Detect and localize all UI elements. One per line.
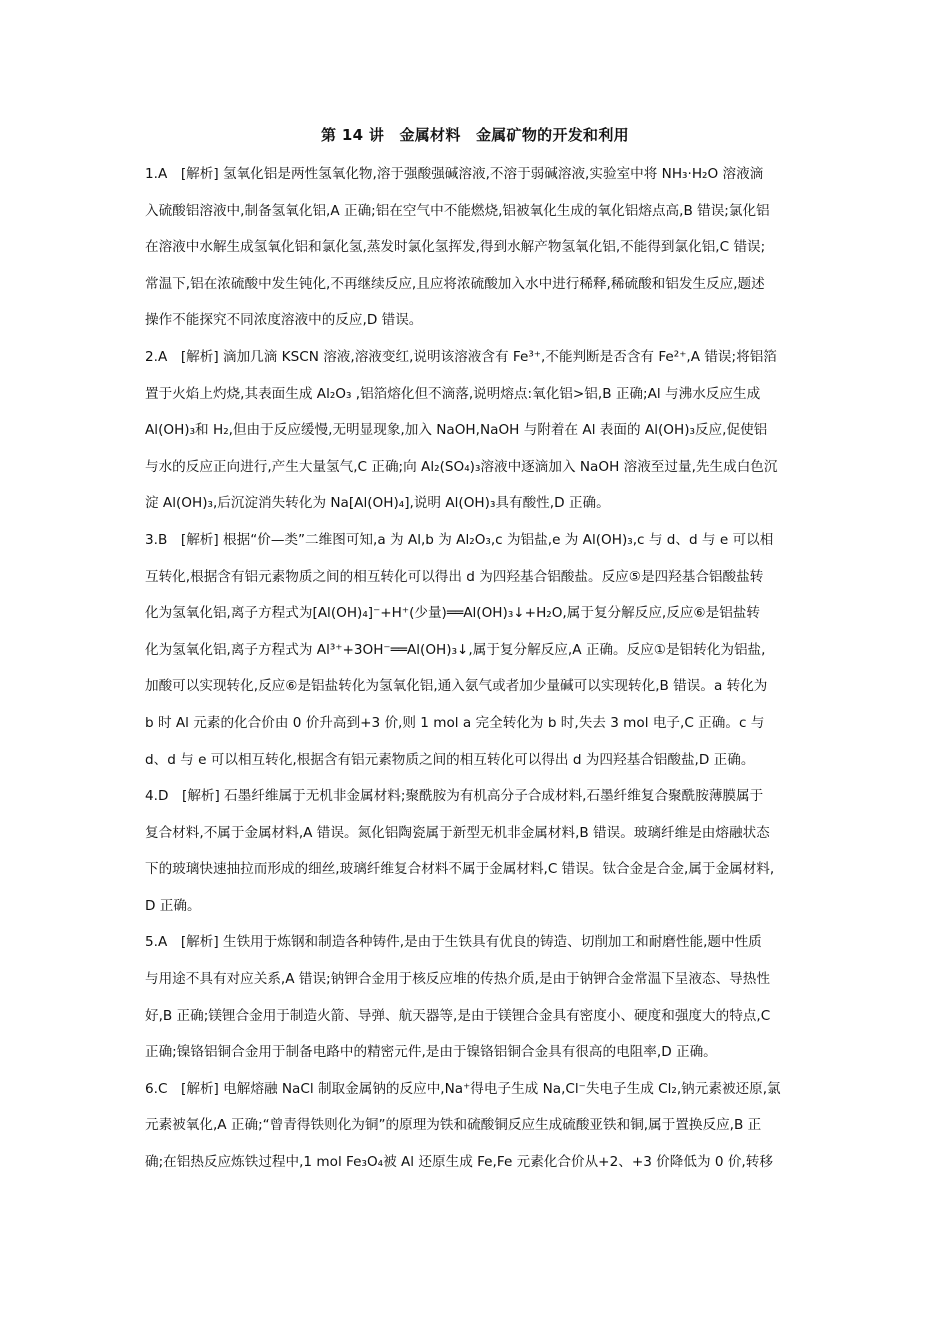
text-line: 6.C [解析] 电解熔融 NaCl 制取金属钠的反应中,Na⁺得电子生成 Na,Cl⁻失电子生成 Cl₂,钠元素被还原,氯 — [145, 1080, 781, 1097]
text-line: 操作不能探究不同浓度溶液中的反应,D 错误。 — [145, 312, 423, 329]
text-line: 与用途不具有对应关系,A 错误;钠钾合金用于核反应堆的传热介质,是由于钠钾合金常温下呈液态、导热性 — [145, 971, 770, 988]
text-line: D 正确。 — [145, 897, 201, 914]
text-line: 下的玻璃快速抽拉而形成的细丝,玻璃纤维复合材料不属于金属材料,C 错误。钛合金是合金,属于金属材料, — [145, 861, 775, 878]
text-line: 1.A [解析] 氢氧化铝是两性氢氧化物,溶于强酸强碱溶液,不溶于弱碱溶液,实验室中将 NH₃·H₂O 溶液滴 — [145, 166, 764, 182]
text-line: 置于火焰上灼烧,其表面生成 Al₂O₃ ,铝箔熔化但不滴落,说明熔点:氧化铝>铝,B 正确;Al 与沸水反应生成 — [145, 385, 761, 402]
answer-item-5 — [145, 928, 809, 1074]
text-line: 4.D [解析] 石墨纤维属于无机非金属材料;聚酰胺为有机高分子合成材料,石墨纤维复合聚酰胺薄膜属于 — [145, 788, 764, 805]
text-line: 5.A [解析] 生铁用于炼钢和制造各种铸件,是由于生铁具有优良的铸造、切削加工和耐磨性能,题中性质 — [145, 934, 762, 951]
text-line: 化为氢氧化铝,离子方程式为 Al³⁺+3OH⁻══Al(OH)₃↓,属于复分解反应,A 正确。反应①是铝转化为铝盐, — [145, 641, 766, 658]
text-line: 复合材料,不属于金属材料,A 错误。氮化铝陶瓷属于新型无机非金属材料,B 错误。玻璃纤维是由熔融状态 — [145, 824, 770, 841]
text-line: 2.A [解析] 滴加几滴 KSCN 溶液,溶液变红,说明该溶液含有 Fe³⁺,不能判断是否含有 Fe²⁺,A 错误;将铝箔 — [145, 348, 777, 365]
text-line: 入硫酸铝溶液中,制备氢氧化铝,A 正确;铝在空气中不能燃烧,铝被氧化生成的氧化铝熔点高,B 错误;氯化铝 — [145, 202, 770, 219]
text-line: 淀 Al(OH)₃,后沉淀消失转化为 Na[Al(OH)₄],说明 Al(OH)₃具有酸性,D 正确。 — [145, 495, 610, 512]
text-line: 确;在铝热反应炼铁过程中,1 mol Fe₃O₄被 Al 还原生成 Fe,Fe 元素化合价从+2、+3 价降低为 0 价,转移 — [145, 1154, 773, 1171]
text-line: b 时 Al 元素的化合价由 0 价升高到+3 价,则 1 mol a 完全转化为 b 时,失去 3 mol 电子,C 正确。c 与 — [145, 714, 765, 731]
answer-item-6 — [145, 1075, 809, 1185]
text-line: 互转化,根据含有铝元素物质之间的相互转化可以得出 d 为四羟基合铝酸盐。反应⑤是四羟基合铝酸盐转 — [145, 568, 764, 585]
text-line: 常温下,铝在浓硫酸中发生钝化,不再继续反应,且应将浓硫酸加入水中进行稀释,稀硫酸和铝发生反应,题述 — [145, 275, 765, 292]
answer-item-4 — [145, 782, 809, 928]
text-line: 与水的反应正向进行,产生大量氢气,C 正确;向 Al₂(SO₄)₃溶液中逐滴加入 NaOH 溶液至过量,先生成白色沉 — [145, 458, 778, 475]
answer-list — [145, 160, 809, 1185]
text-line: 加酸可以实现转化,反应⑥是铝盐转化为氢氧化铝,通入氨气或者加少量碱可以实现转化,B 错误。a 转化为 — [145, 678, 768, 695]
text-line: Al(OH)₃和 H₂,但由于反应缓慢,无明显现象,加入 NaOH,NaOH 与附着在 Al 表面的 Al(OH)₃反应,促使铝 — [145, 422, 768, 439]
answer-item-1 — [145, 160, 809, 343]
text-line: d、d 与 e 可以相互转化,根据含有铝元素物质之间的相互转化可以得出 d 为四羟基合铝酸盐,D 正确。 — [145, 751, 755, 768]
text-line: 正确;镍铬铝铜合金用于制备电路中的精密元件,是由于镍铬铝铜合金具有很高的电阻率,D 正确。 — [145, 1044, 717, 1061]
page-title: 第 14 讲 金属材料 金属矿物的开发和利用 — [321, 126, 629, 144]
answer-item-2 — [145, 343, 809, 526]
text-line: 在溶液中水解生成氢氧化铝和氯化氢,蒸发时氯化氢挥发,得到水解产物氢氧化铝,不能得到氯化铝,C 错误; — [145, 239, 766, 256]
text-line: 元素被氧化,A 正确;“曾青得铁则化为铜”的原理为铁和硫酸铜反应生成硫酸亚铁和铜,属于置换反应,B 正 — [145, 1117, 762, 1134]
text-line: 3.B [解析] 根据“价—类”二维图可知,a 为 Al,b 为 Al₂O₃,c 为铝盐,e 为 Al(OH)₃,c 与 d、d 与 e 可以相 — [145, 531, 774, 548]
text-line: 好,B 正确;镁锂合金用于制造火箭、导弹、航天器等,是由于镁锂合金具有密度小、硬度和强度大的特点,C — [145, 1007, 771, 1024]
answer-item-3 — [145, 526, 809, 782]
text-line: 化为氢氧化铝,离子方程式为[Al(OH)₄]⁻+H⁺(少量)══Al(OH)₃↓+H₂O,属于复分解反应,反应⑥是铝盐转 — [145, 605, 760, 622]
